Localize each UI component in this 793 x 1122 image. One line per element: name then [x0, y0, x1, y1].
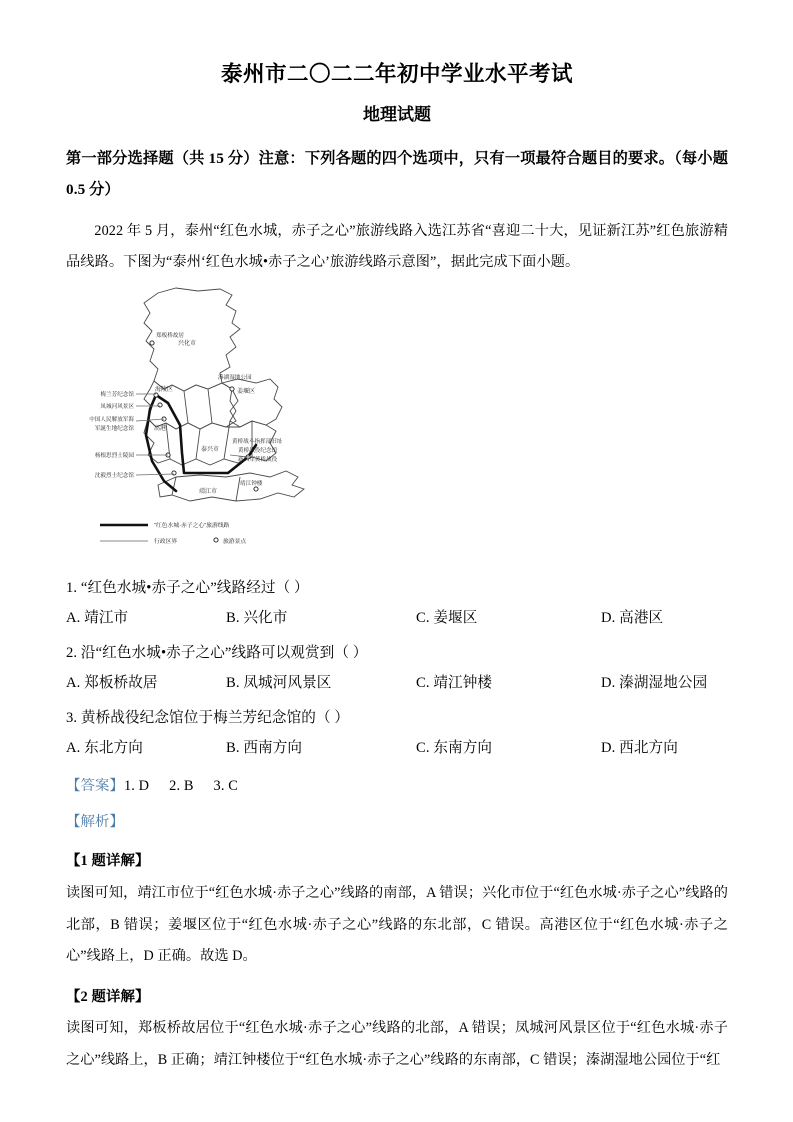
answer-label: 【答案】	[66, 777, 124, 794]
map-legend	[100, 521, 246, 545]
question-3-option-a[interactable]: A. 东北方向	[66, 740, 143, 757]
question-2-options	[66, 669, 728, 698]
question-1-option-a[interactable]: A. 靖江市	[66, 609, 129, 626]
question-1-stem: 1. “红色水城•赤子之心”线路经过（ ）	[66, 579, 309, 596]
question-2-stem: 2. 沿“红色水城•赤子之心”线路可以观赏到（ ）	[66, 644, 368, 661]
section-notice: 第一部分选择题（共 15 分）注意：下列各题的四个选项中，只有一项最符合题目的要求。（每小题 0.5 分）	[66, 150, 728, 199]
map-label-yanggensi: 杨根思烈士陵园	[94, 452, 134, 459]
map-site-dots	[150, 340, 258, 490]
question-3-option-d[interactable]: D. 西北方向	[601, 740, 678, 757]
legend-site-swatch	[214, 537, 218, 541]
site-dot-jingjiang-bell	[254, 486, 258, 490]
analysis-line	[66, 808, 728, 837]
legend-boundary-label: 行政区界	[154, 538, 178, 545]
map-label-hailing: 海陵区	[154, 386, 174, 393]
intro-paragraph: 2022 年 5 月，泰州“红色水城，赤子之心”旅游线路入选江苏省“喜迎二十大，见证新江苏”红色旅游精品线路。下图为“泰州‘红色水城•赤子之心’旅游线路示意图”，据此完成下面小题。	[66, 222, 728, 271]
map-district-label-group	[154, 339, 255, 495]
map-label-navy-line2: 军誕生地纪念馆	[94, 425, 134, 432]
analysis-text-2: 读图可知，郑板桥故居位于“红色水城·赤子之心”线路的北部，A 错误；凤城河风景区位于“红色水城·赤子之心”线路上，B 正确；靖江钟楼位于“红色水城·赤子之心”线路的东南部，C 错误；溱湖湿地公园位于“红	[66, 1020, 728, 1068]
map-label-n4a: 新四军黄桥战役	[238, 456, 278, 463]
route-map-figure	[80, 285, 380, 568]
analysis-label: 【解析】	[66, 814, 124, 831]
map-label-xinghua: 兴化市	[177, 340, 197, 347]
answer-line	[66, 772, 728, 801]
question-1-option-c[interactable]: C. 姜堰区	[416, 609, 478, 626]
answer-item-3: 3. C	[213, 777, 238, 794]
question-1-option-d[interactable]: D. 高港区	[601, 609, 664, 626]
site-dot-fengchenghe	[158, 402, 162, 406]
map-label-taixing: 泰兴市	[200, 446, 220, 453]
answer-item-2: 2. B	[169, 777, 194, 794]
map-label-fengchenghe: 凤城河风景区	[100, 403, 134, 410]
page-title: 泰州市二〇二二年初中学业水平考试	[220, 62, 573, 86]
map-right-site-label-group	[153, 331, 283, 487]
map-label-jingjiang: 靖江市	[198, 488, 218, 495]
analysis-text-1: 读图可知，靖江市位于“红色水城·赤子之心”线路的南部，A 错误；兴化市位于“红色水城·赤子之心”线路的北部，B 错误；姜堰区位于“红色水城·赤子之心”线路的东北部，C 错误。高港区位于“红色水城·赤子之心”线路上，D 正确。故选 D。	[66, 885, 728, 965]
question-1-option-b[interactable]: B. 兴化市	[226, 609, 288, 626]
map-label-gaogang: 高港	[153, 425, 167, 432]
map-district-outlines	[144, 288, 304, 501]
question-2-option-d[interactable]: D. 溱湖湿地公园	[601, 675, 708, 692]
question-1-options	[66, 604, 728, 633]
map-label-jiangyan: 姜堰区	[236, 388, 256, 395]
question-2-option-a[interactable]: A. 郑板桥故居	[66, 675, 158, 692]
page-content	[66, 0, 728, 1076]
map-label-zhengbanqiao: 郑板桥故居	[156, 332, 184, 339]
map-label-huangqiao-museum: 黄桥战役纪念馆	[238, 447, 278, 454]
answer-item-1: 1. D	[123, 777, 150, 794]
analysis-heading-1: 【1 题详解】	[66, 853, 150, 870]
site-dot-meilanfang	[154, 392, 158, 396]
question-2-option-c[interactable]: C. 靖江钟楼	[416, 675, 493, 692]
question-3-option-c[interactable]: C. 东南方向	[416, 740, 493, 757]
map-label-meilanfang: 梅兰芳纪念馆	[100, 391, 134, 398]
map-label-shenyi: 沈毅烈士纪念馆	[94, 472, 134, 479]
map-left-site-label-group	[89, 390, 134, 479]
question-3-option-b[interactable]: B. 西南方向	[226, 740, 303, 757]
question-3-stem: 3. 黄桥战役纪念馆位于梅兰芳纪念馆的（ ）	[66, 710, 350, 727]
site-dot-qinhu	[230, 386, 234, 390]
page-subtitle: 地理试题	[363, 104, 431, 124]
question-2-option-b[interactable]: B. 凤城河风景区	[226, 675, 332, 692]
map-label-huangqiao-hq: 黄桥战斗指挥部旧址	[232, 438, 283, 445]
map-label-jingjiang-bell: 靖江钟楼	[240, 480, 263, 487]
analysis-heading-2: 【2 题详解】	[66, 988, 150, 1005]
site-dot-zhengbanqiao	[150, 340, 154, 344]
map-label-navy-line1: 中国人民解放军海	[89, 416, 134, 423]
question-3-options	[66, 734, 728, 763]
legend-route-label: “红色水城·赤子之心”旅游线路	[154, 522, 230, 529]
site-dot-shenyi	[172, 470, 176, 474]
legend-site-label: 旅游景点	[223, 538, 247, 545]
map-label-qinhu: 溱湖湿地公园	[218, 374, 252, 381]
